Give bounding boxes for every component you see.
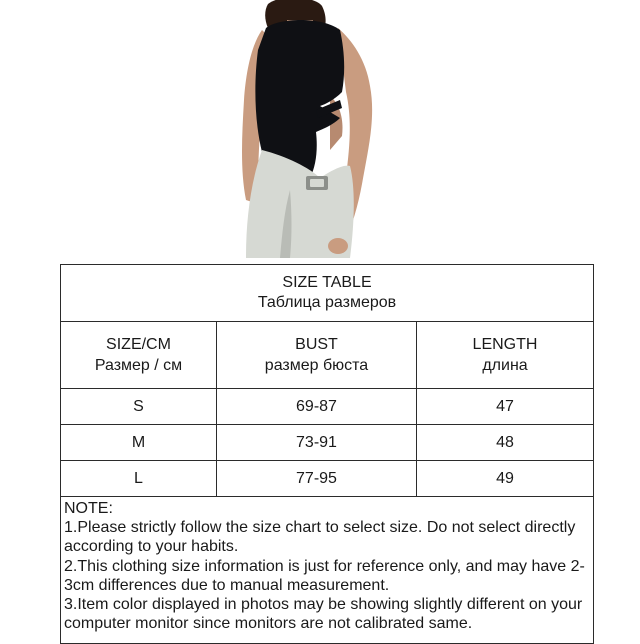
bust-cell: 73-91 (217, 425, 417, 461)
bust-cell: 69-87 (217, 389, 417, 425)
size-table (60, 264, 594, 644)
note-row (61, 497, 594, 644)
note-heading: NOTE: (64, 500, 113, 517)
column-header-size-en: SIZE/CM (106, 336, 171, 353)
table-row (61, 389, 594, 425)
size-table-title-en: SIZE TABLE (282, 274, 372, 291)
column-header-size (61, 322, 217, 389)
note-line: 3cm differences due to manual measurement. (64, 576, 390, 594)
column-header-bust-en: BUST (295, 336, 338, 353)
note-line: according to your habits. (64, 538, 239, 556)
column-header-bust-ru: размер бюста (264, 357, 369, 374)
model-hand (328, 238, 348, 254)
length-cell: 48 (417, 425, 594, 461)
size-cell: L (61, 461, 217, 497)
note-line: 3.Item color displayed in photos may be showing slightly different on your (64, 596, 583, 614)
size-table-title (61, 265, 594, 322)
size-table-header-row (61, 322, 594, 389)
bust-cell: 77-95 (217, 461, 417, 497)
size-table-title-row (61, 265, 594, 322)
note-cell (61, 497, 594, 644)
model-illustration (0, 0, 640, 258)
column-header-length-ru: длина (482, 357, 528, 374)
length-cell: 49 (417, 461, 594, 497)
column-header-length-en: LENGTH (472, 336, 538, 353)
note-line: computer monitor since monitors are not calibrated same. (64, 615, 473, 633)
note-line: 2.This clothing size information is just for reference only, and may have 2- (64, 557, 585, 575)
length-cell: 47 (417, 389, 594, 425)
size-cell: S (61, 389, 217, 425)
column-header-bust (217, 322, 417, 389)
size-cell: M (61, 425, 217, 461)
size-table-title-ru: Таблица размеров (257, 294, 397, 311)
column-header-size-ru: Размер / см (94, 357, 183, 374)
column-header-length (417, 322, 594, 389)
table-row (61, 461, 594, 497)
table-row (61, 425, 594, 461)
product-photo (0, 0, 640, 258)
note-line: 1.Please strictly follow the size chart to select size. Do not select directly (64, 519, 576, 537)
